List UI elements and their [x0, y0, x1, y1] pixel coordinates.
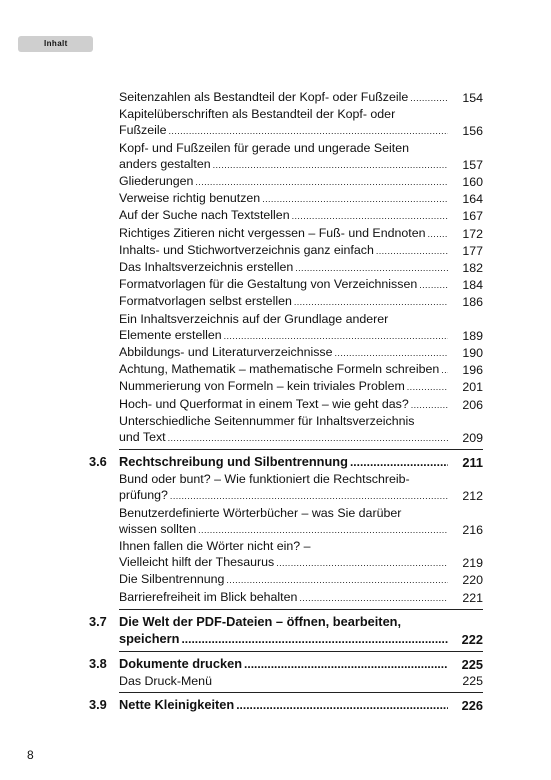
leader-dots — [407, 379, 448, 395]
page-ref: 221 — [462, 590, 483, 605]
toc-entry[interactable] — [89, 173, 483, 190]
page-ref: 167 — [462, 209, 483, 224]
page-ref: 196 — [462, 363, 483, 378]
entry-title: Barrierefreiheit im Blick behalten — [119, 589, 298, 604]
leader-dots — [169, 123, 448, 139]
page-ref: 219 — [462, 556, 483, 571]
leader-dots — [350, 454, 448, 471]
page-ref: 182 — [462, 261, 483, 276]
entry-title: Vielleicht hilft der Thesaurus — [119, 555, 275, 570]
toc-entry[interactable] — [89, 140, 483, 173]
entry-title: Hoch- und Querformat in einem Text – wie geht das? — [119, 396, 409, 411]
leader-dots — [181, 631, 448, 648]
toc-entry[interactable] — [89, 89, 483, 106]
toc-section-entry[interactable] — [89, 696, 483, 714]
toc-section-entry[interactable] — [89, 655, 483, 673]
page-ref: 164 — [462, 192, 483, 207]
page-ref: 186 — [462, 295, 483, 310]
page-ref: 225 — [462, 673, 483, 688]
toc-entry[interactable] — [89, 207, 483, 224]
page-ref: 206 — [462, 397, 483, 412]
page-ref: 156 — [462, 124, 483, 139]
leader-dots — [213, 157, 448, 173]
table-of-contents — [89, 89, 483, 714]
page-ref: 211 — [462, 455, 483, 471]
section-separator — [119, 606, 483, 610]
toc-entry[interactable] — [89, 293, 483, 310]
leader-dots — [376, 243, 448, 259]
page-ref: 160 — [462, 175, 483, 190]
leader-dots — [411, 397, 448, 413]
toc-entry[interactable] — [89, 361, 483, 378]
toc-entry[interactable] — [89, 589, 483, 606]
leader-dots — [236, 697, 448, 714]
entry-title: Kopf- und Fußzeilen für gerade und ungerade Seiten — [119, 140, 410, 155]
page-number: 8 — [27, 748, 34, 762]
section-tab: Inhalt — [18, 36, 93, 52]
section-number: 3.7 — [89, 613, 107, 629]
leader-dots — [244, 656, 448, 673]
entry-title: Auf der Suche nach Textstellen — [119, 208, 290, 223]
page-ref: 201 — [462, 380, 483, 395]
entry-title: Formatvorlagen selbst erstellen — [119, 294, 292, 309]
leader-dots — [295, 260, 448, 276]
entry-title: Ein Inhaltsverzeichnis auf der Grundlage anderer — [119, 311, 389, 326]
toc-entry[interactable] — [89, 471, 483, 504]
entry-title: Nette Kleinigkeiten — [119, 697, 235, 713]
toc-entry[interactable] — [89, 276, 483, 293]
entry-title: Die Welt der PDF-Dateien – öffnen, bearbeiten, — [119, 613, 402, 629]
page-ref: 225 — [461, 656, 483, 672]
entry-title: prüfung? — [119, 488, 168, 503]
leader-dots — [410, 90, 448, 106]
section-number: 3.9 — [89, 697, 107, 713]
entry-title: speichern — [119, 630, 180, 646]
entry-title: Seitenzahlen als Bestandteil der Kopf- oder Fußzeile — [119, 90, 409, 104]
entry-title: Formatvorlagen für die Gestaltung von Verzeichnissen — [119, 277, 418, 292]
leader-dots — [299, 590, 448, 606]
page-ref: 212 — [462, 489, 483, 504]
toc-entry[interactable] — [89, 673, 483, 689]
page-ref: 226 — [461, 698, 483, 714]
toc-section-entry[interactable] — [89, 613, 483, 648]
section-number: 3.8 — [89, 655, 107, 671]
entry-title: wissen sollten — [119, 521, 197, 536]
entry-title: Richtiges Zitieren nicht vergessen – Fuß- und Endnoten — [119, 225, 426, 240]
section-separator — [119, 446, 483, 450]
page-ref: 220 — [462, 573, 483, 588]
entry-title: Rechtschreibung und Silbentrennung — [119, 454, 348, 470]
page-ref: 184 — [462, 278, 483, 293]
section-separator — [119, 689, 483, 693]
leader-dots — [168, 430, 448, 446]
entry-title: Nummerierung von Formeln – kein triviales Problem — [119, 379, 405, 394]
leader-dots — [419, 277, 448, 293]
toc-entry[interactable] — [89, 242, 483, 259]
entry-title: Die Silbentrennung — [119, 572, 225, 587]
toc-entry[interactable] — [89, 311, 483, 344]
entry-title: Kapitelüberschriften als Bestandteil der Kopf- oder — [119, 107, 396, 122]
entry-title: Abbildungs- und Literaturverzeichnisse — [119, 345, 333, 360]
toc-entry[interactable] — [89, 259, 483, 276]
page-ref: 154 — [462, 91, 483, 105]
toc-section-entry[interactable] — [89, 453, 483, 471]
page-ref: 190 — [462, 346, 483, 361]
section-separator — [119, 648, 483, 652]
entry-title: Das Druck-Menü — [119, 673, 212, 688]
entry-title: Gliederungen — [119, 174, 194, 189]
entry-title: anders gestalten — [119, 156, 211, 171]
leader-dots — [262, 191, 448, 207]
page-ref: 189 — [462, 328, 483, 343]
entry-title: Inhalts- und Stichwortverzeichnis ganz einfach — [119, 242, 374, 257]
leader-dots — [335, 345, 448, 361]
page-ref: 222 — [461, 631, 483, 647]
toc-entry[interactable] — [89, 413, 483, 446]
page-ref: 177 — [462, 243, 483, 258]
toc-entry[interactable] — [89, 571, 483, 588]
toc-entry[interactable] — [89, 396, 483, 413]
page-ref: 209 — [462, 431, 483, 446]
entry-title: Fußzeile — [119, 123, 167, 138]
toc-entry[interactable] — [89, 225, 483, 242]
leader-dots — [428, 226, 449, 242]
leader-dots — [226, 572, 448, 588]
entry-title: Dokumente drucken — [119, 655, 243, 671]
page-ref: 216 — [462, 522, 483, 537]
toc-entry[interactable] — [89, 538, 483, 571]
leader-dots — [294, 294, 448, 310]
toc-entry[interactable] — [89, 190, 483, 207]
entry-title: Das Inhaltsverzeichnis erstellen — [119, 260, 294, 275]
leader-dots — [292, 208, 448, 224]
entry-title: Elemente erstellen — [119, 327, 222, 342]
entry-title: Verweise richtig benutzen — [119, 191, 261, 206]
entry-title: Bund oder bunt? – Wie funktioniert die Rechtschreib- — [119, 472, 410, 487]
leader-dots — [198, 522, 448, 538]
entry-title: Ihnen fallen die Wörter nicht ein? – — [119, 539, 311, 554]
page-ref: 172 — [462, 226, 483, 241]
entry-title: Unterschiedliche Seitennummer für Inhaltsverzeichnis — [119, 413, 415, 428]
leader-dots — [276, 555, 448, 571]
leader-dots — [224, 328, 448, 344]
toc-entry[interactable] — [89, 505, 483, 538]
section-number: 3.6 — [89, 454, 107, 470]
leader-dots — [195, 174, 448, 190]
entry-title: Benutzerdefinierte Wörterbücher – was Sie darüber — [119, 505, 402, 520]
toc-entry[interactable] — [89, 378, 483, 395]
toc-entry[interactable] — [89, 106, 483, 139]
leader-dots — [441, 362, 448, 378]
entry-title: und Text — [119, 430, 166, 445]
leader-dots — [170, 488, 448, 504]
toc-entry[interactable] — [89, 344, 483, 361]
page-ref: 157 — [462, 157, 483, 172]
entry-title: Achtung, Mathematik – mathematische Formeln schreiben — [119, 362, 440, 377]
